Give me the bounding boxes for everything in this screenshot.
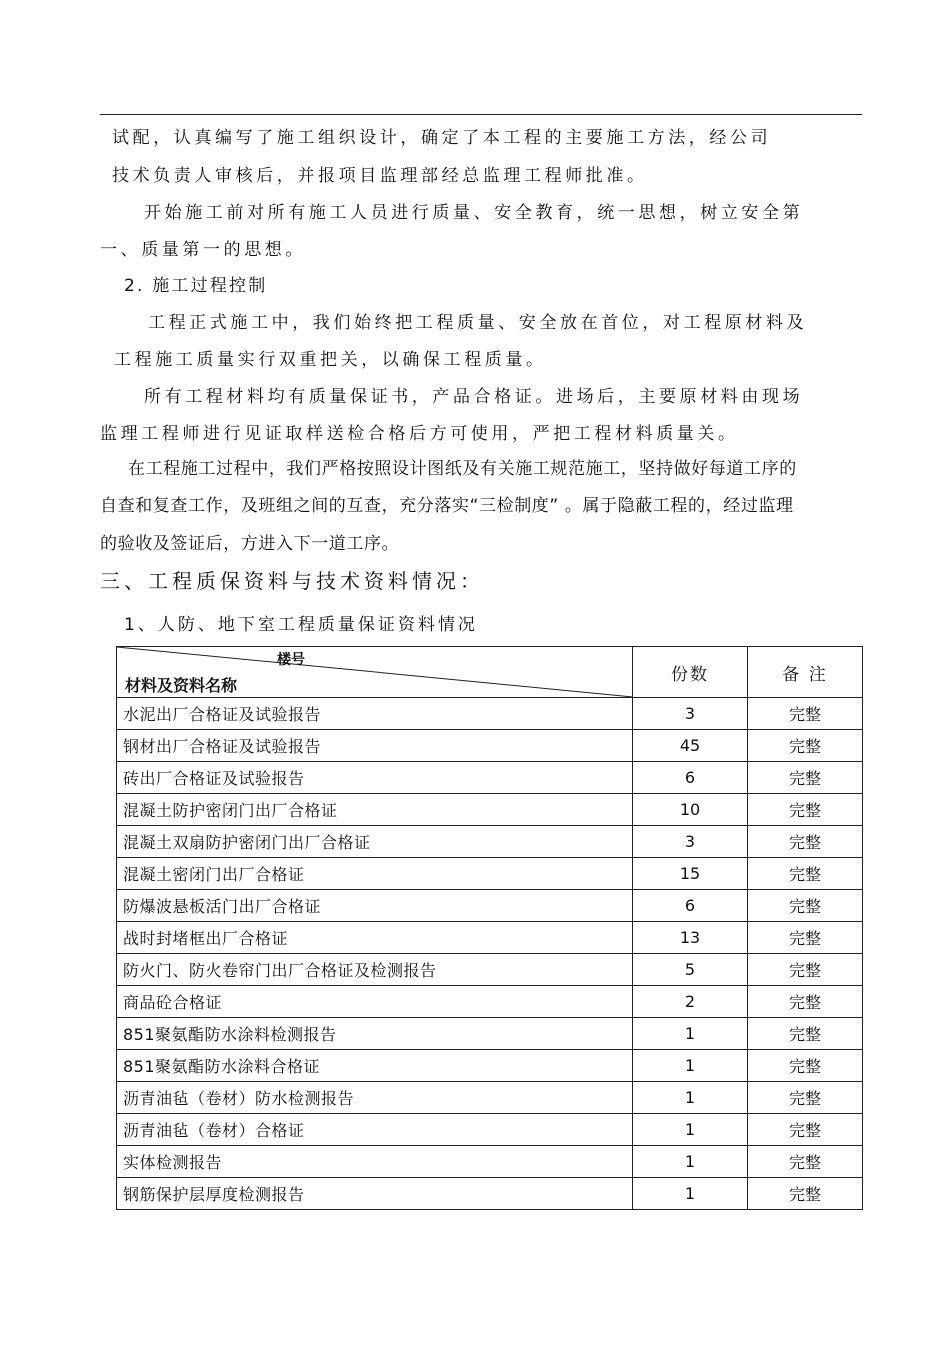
table-row: [117, 1018, 863, 1050]
row-count: 13: [633, 922, 748, 954]
table-row: [117, 890, 863, 922]
table-row: [117, 698, 863, 730]
row-name: 防爆波悬板活门出厂合格证: [117, 890, 633, 922]
row-count: 10: [633, 794, 748, 826]
quality-docs-table: [116, 646, 863, 1210]
diagonal-header-cell: [117, 647, 633, 698]
paragraph-4-line-2: 监理工程师进行见证取样送检合格后方可使用，严把工程材料质量关。: [100, 424, 739, 444]
row-name: 战时封堵框出厂合格证: [117, 922, 633, 954]
paragraph-4-line-1: 所有工程材料均有质量保证书，产品合格证。进场后，主要原材料由现场: [144, 387, 804, 407]
table-row: [117, 826, 863, 858]
paragraph-2-line-1: 开始施工前对所有施工人员进行质量、安全教育，统一思想，树立安全第: [144, 203, 804, 223]
row-count: 1: [633, 1114, 748, 1146]
table-header-row: [117, 647, 863, 698]
header-building-label: 楼号: [277, 652, 305, 668]
row-note: 完整: [748, 858, 863, 890]
row-count: 1: [633, 1146, 748, 1178]
paragraph-3-line-1: 工程正式施工中，我们始终把工程质量、安全放在首位，对工程原材料及: [148, 313, 808, 333]
row-note: 完整: [748, 1050, 863, 1082]
row-count: 6: [633, 890, 748, 922]
row-name: 混凝土密闭门出厂合格证: [117, 858, 633, 890]
paragraph-3-line-2: 工程施工质量实行双重把关，以确保工程质量。: [114, 350, 547, 370]
paragraph-5-line-1: 在工程施工过程中，我们严格按照设计图纸及有关施工规范施工，坚持做好每道工序的: [128, 459, 797, 479]
table-row: [117, 858, 863, 890]
table-row: [117, 1050, 863, 1082]
row-name: 851聚氨酯防水涂料检测报告: [117, 1018, 633, 1050]
row-note: 完整: [748, 986, 863, 1018]
section-3-heading: 三、工程质保资料与技术资料情况：: [100, 569, 484, 593]
row-name: 沥青油毡（卷材）合格证: [117, 1114, 633, 1146]
row-count: 5: [633, 954, 748, 986]
row-note: 完整: [748, 1018, 863, 1050]
row-count: 3: [633, 698, 748, 730]
table-row: [117, 794, 863, 826]
row-name: 防火门、防火卷帘门出厂合格证及检测报告: [117, 954, 633, 986]
table-row: [117, 1178, 863, 1210]
row-count: 1: [633, 1018, 748, 1050]
row-name: 混凝土防护密闭门出厂合格证: [117, 794, 633, 826]
paragraph-5-line-3: 的验收及签证后，方进入下一道工序。: [100, 534, 400, 554]
row-count: 6: [633, 762, 748, 794]
table-row: [117, 954, 863, 986]
row-name: 水泥出厂合格证及试验报告: [117, 698, 633, 730]
paragraph-2-line-2: 一、质量第一的思想。: [100, 240, 306, 260]
row-note: 完整: [748, 730, 863, 762]
row-note: 完整: [748, 1178, 863, 1210]
paragraph-5-line-2: 自查和复查工作，及班组之间的互查，充分落实“三检制度” 。属于隐蔽工程的，经过监理: [100, 496, 794, 516]
row-count: 1: [633, 1178, 748, 1210]
row-note: 完整: [748, 1082, 863, 1114]
header-count: 份数: [633, 647, 748, 698]
row-note: 完整: [748, 954, 863, 986]
table-row: [117, 762, 863, 794]
row-count: 1: [633, 1050, 748, 1082]
row-name: 混凝土双扇防护密闭门出厂合格证: [117, 826, 633, 858]
table-row: [117, 730, 863, 762]
row-count: 2: [633, 986, 748, 1018]
row-name: 钢筋保护层厚度检测报告: [117, 1178, 633, 1210]
row-note: 完整: [748, 1114, 863, 1146]
table-row: [117, 922, 863, 954]
row-name: 沥青油毡（卷材）防水检测报告: [117, 1082, 633, 1114]
section-2-title: 2. 施工过程控制: [124, 276, 268, 296]
row-note: 完整: [748, 922, 863, 954]
row-note: 完整: [748, 826, 863, 858]
table-row: [117, 1114, 863, 1146]
row-name: 851聚氨酯防水涂料合格证: [117, 1050, 633, 1082]
row-count: 15: [633, 858, 748, 890]
header-note: 备 注: [748, 647, 863, 698]
row-note: 完整: [748, 1146, 863, 1178]
table-row: [117, 1146, 863, 1178]
table-row: [117, 986, 863, 1018]
subsection-1-heading: 1、人防、地下室工程质量保证资料情况: [124, 615, 478, 635]
table-row: [117, 1082, 863, 1114]
paragraph-1-line-1: 试配，认真编写了施工组织设计，确定了本工程的主要施工方法，经公司: [112, 128, 772, 148]
header-material-label: 材料及资料名称: [125, 676, 238, 695]
row-name: 商品砼合格证: [117, 986, 633, 1018]
row-name: 实体检测报告: [117, 1146, 633, 1178]
row-note: 完整: [748, 794, 863, 826]
row-note: 完整: [748, 890, 863, 922]
row-name: 钢材出厂合格证及试验报告: [117, 730, 633, 762]
row-note: 完整: [748, 698, 863, 730]
row-note: 完整: [748, 762, 863, 794]
row-name: 砖出厂合格证及试验报告: [117, 762, 633, 794]
row-count: 45: [633, 730, 748, 762]
header-rule: [100, 114, 862, 115]
row-count: 3: [633, 826, 748, 858]
row-count: 1: [633, 1082, 748, 1114]
paragraph-1-line-2: 技术负责人审核后，并报项目监理部经总监理工程师批准。: [112, 166, 648, 186]
